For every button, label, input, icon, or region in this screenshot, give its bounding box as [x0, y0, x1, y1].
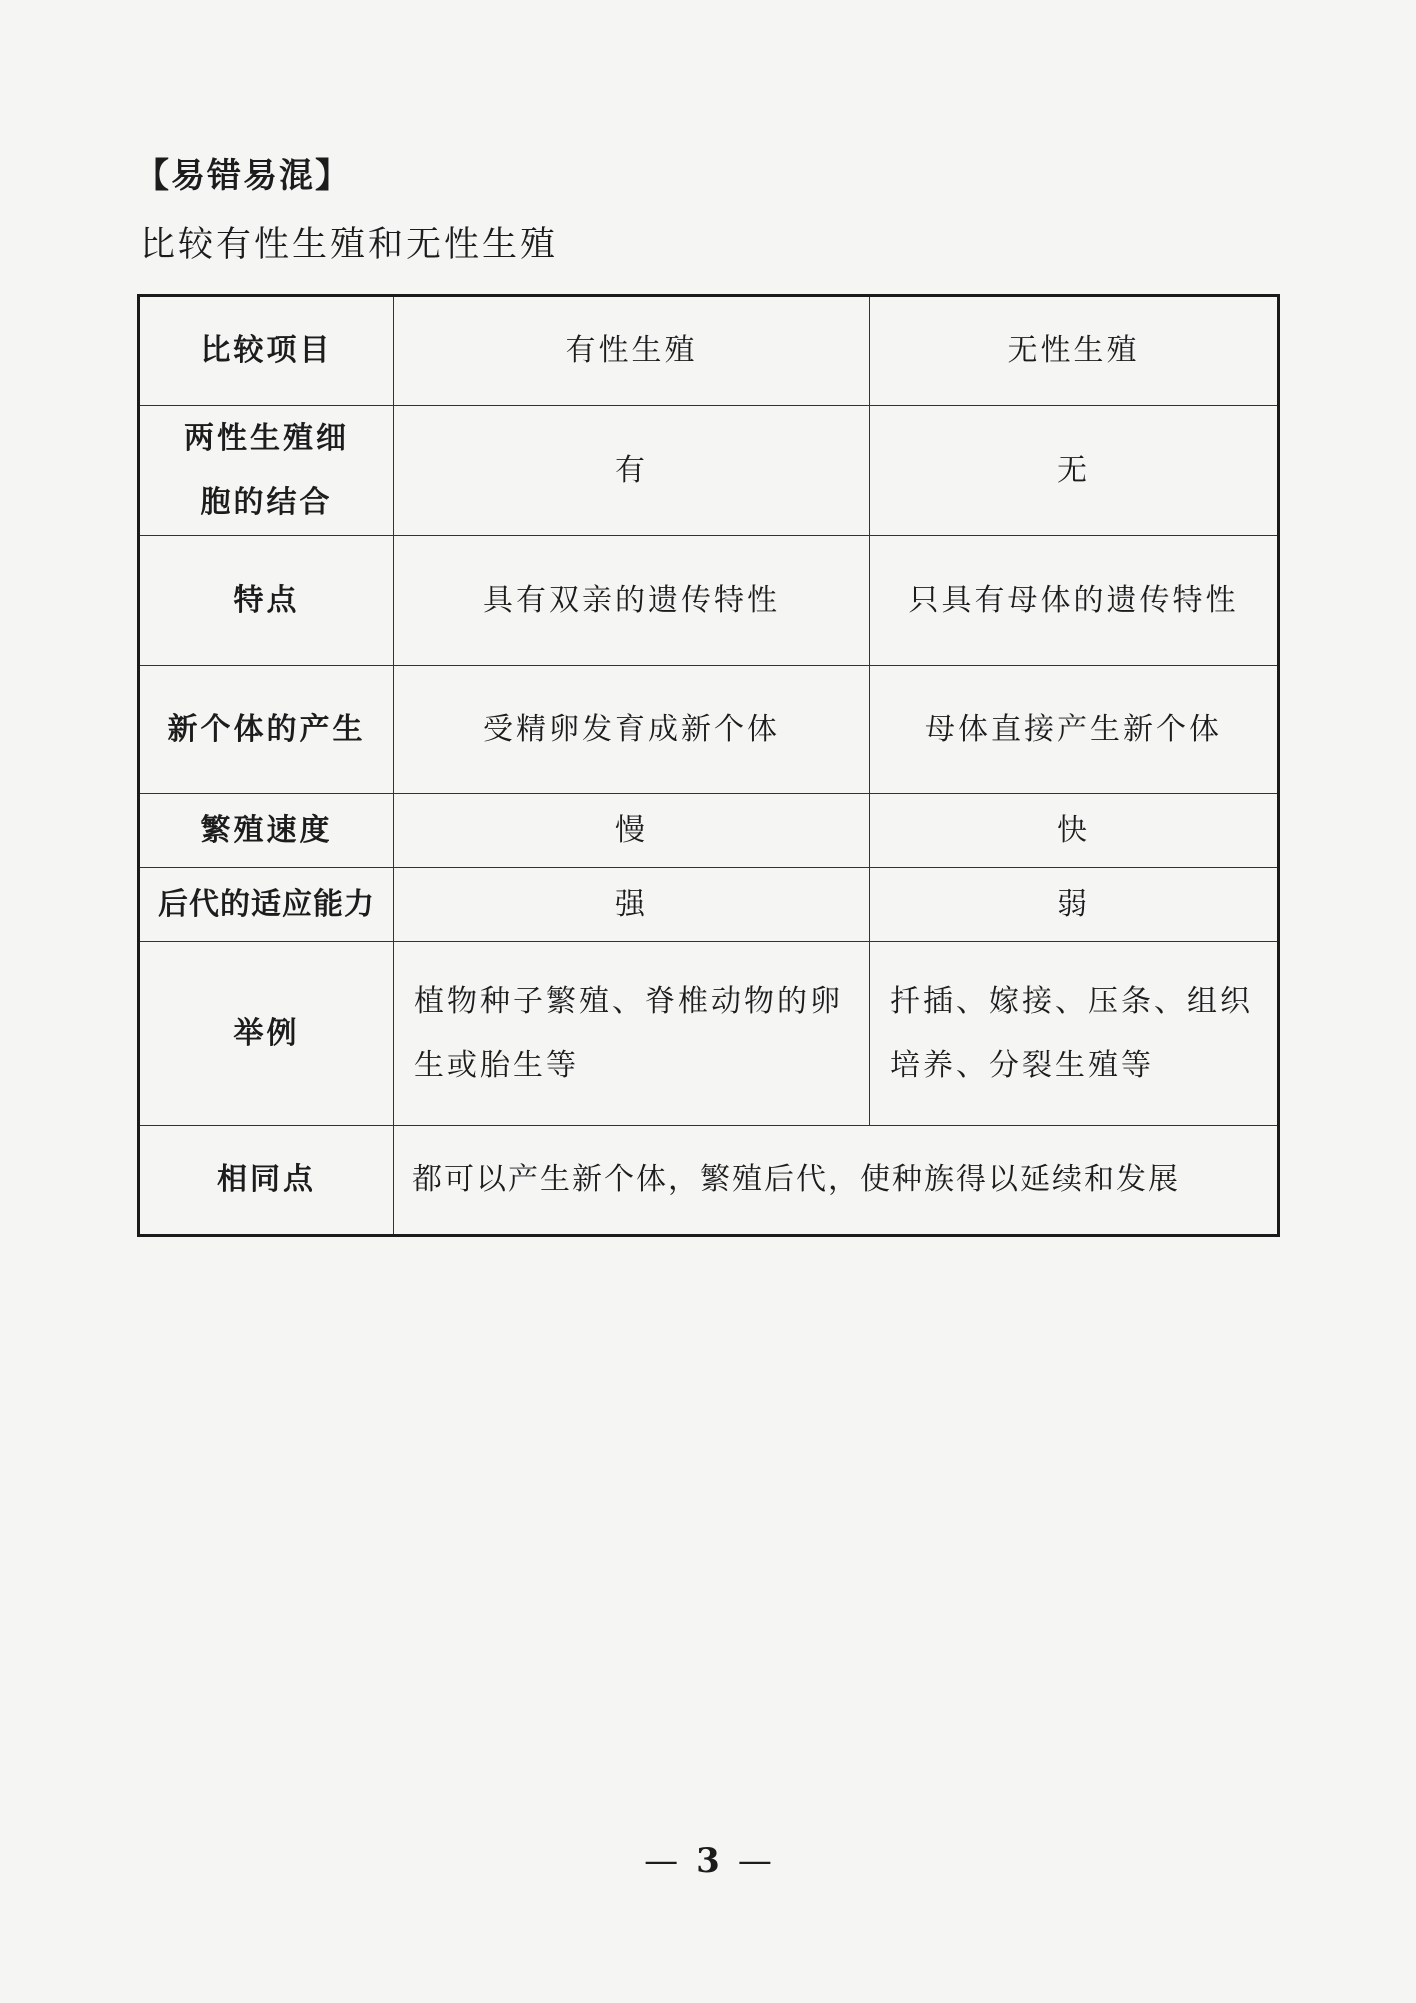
- table-row-common: [139, 1126, 1279, 1236]
- row-asexual: 快: [870, 794, 1279, 868]
- row-item: 新个体的产生: [139, 666, 394, 794]
- row-asexual: 无: [870, 406, 1279, 536]
- row-asexual: 扦插、嫁接、压条、组织培养、分裂生殖等: [870, 942, 1279, 1126]
- table-row: [139, 406, 1279, 536]
- page-number-dash-left: —: [644, 1841, 679, 1881]
- row-sexual: 具有双亲的遗传特性: [394, 536, 870, 666]
- row-item: 特点: [139, 536, 394, 666]
- row-sexual: 强: [394, 868, 870, 942]
- table-row: [139, 942, 1279, 1126]
- row-sexual: 受精卵发育成新个体: [394, 666, 870, 794]
- table-row: [139, 794, 1279, 868]
- table-row: [139, 666, 1279, 794]
- row-sexual: 植物种子繁殖、脊椎动物的卵生或胎生等: [394, 942, 870, 1126]
- table-subtitle: 比较有性生殖和无性生殖: [140, 225, 559, 265]
- header-sexual: 有性生殖: [394, 296, 870, 406]
- row-sexual: 有: [394, 406, 870, 536]
- row-item: 举例: [139, 942, 394, 1126]
- page-number-value: 3: [696, 1841, 720, 1881]
- section-title: 【易错易混】: [135, 156, 351, 196]
- page-number: [608, 1837, 808, 1885]
- table-row: [139, 536, 1279, 666]
- row-item: 后代的适应能力: [139, 868, 394, 942]
- common-item: 相同点: [139, 1126, 394, 1236]
- row-item: 两性生殖细胞的结合: [139, 406, 394, 536]
- row-item: 繁殖速度: [139, 794, 394, 868]
- table-row: [139, 868, 1279, 942]
- row-sexual: 慢: [394, 794, 870, 868]
- row-asexual: 只具有母体的遗传特性: [870, 536, 1279, 666]
- table-header-row: [139, 296, 1279, 406]
- common-value: 都可以产生新个体，繁殖后代，使种族得以延续和发展: [394, 1126, 1279, 1236]
- row-asexual: 弱: [870, 868, 1279, 942]
- row-asexual: 母体直接产生新个体: [870, 666, 1279, 794]
- page-number-dash-right: —: [737, 1841, 772, 1881]
- header-asexual: 无性生殖: [870, 296, 1279, 406]
- header-item: 比较项目: [139, 296, 394, 406]
- comparison-table: [137, 294, 1280, 1237]
